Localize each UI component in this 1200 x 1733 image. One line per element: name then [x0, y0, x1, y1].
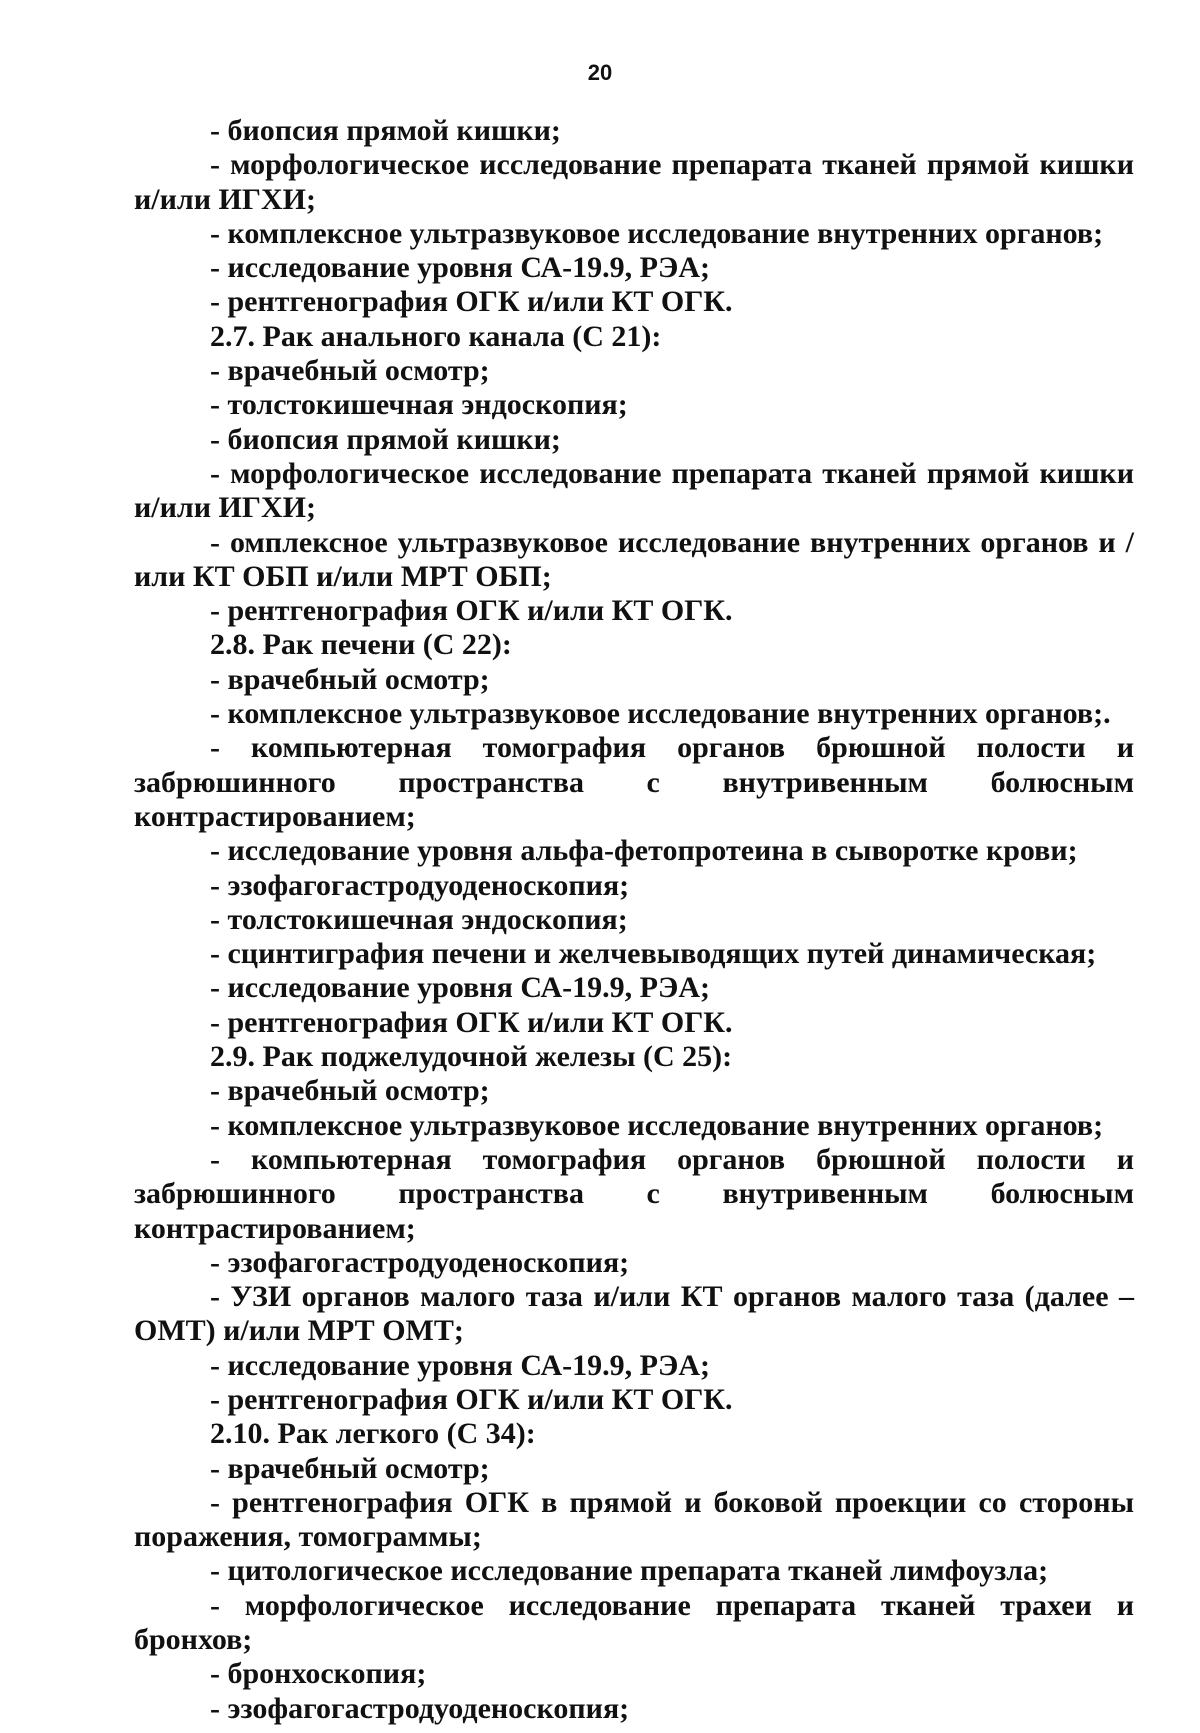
paragraph: - рентгенография ОГК и/или КТ ОГК. — [210, 1005, 733, 1039]
paragraph: - морфологическое исследование препарата тканей трахеи и бронхов; — [134, 1588, 1134, 1657]
document-body — [134, 114, 1134, 1726]
paragraph: - рентгенография ОГК и/или КТ ОГК. — [210, 285, 733, 319]
paragraph: 2.8. Рак печени (С 22): — [210, 628, 512, 662]
paragraph: 2.7. Рак анального канала (С 21): — [210, 319, 662, 353]
paragraph: - рентгенография ОГК и/или КТ ОГК. — [210, 1382, 733, 1416]
paragraph: - УЗИ органов малого таза и/или КТ органов малого таза (далее – ОМТ) и/или МРТ ОМТ; — [134, 1280, 1134, 1348]
paragraph: - бронхоскопия; — [210, 1657, 427, 1691]
paragraph: 2.9. Рак поджелудочной железы (С 25): — [210, 1040, 733, 1074]
paragraph: - врачебный осмотр; — [210, 1074, 490, 1108]
paragraph: - морфологическое исследование препарата тканей прямой кишки и/или ИГХИ; — [134, 148, 1134, 216]
paragraph: - морфологическое исследование препарата тканей прямой кишки и/или ИГХИ; — [134, 456, 1134, 525]
paragraph: - эзофагогастродуоденоскопия; — [210, 1691, 630, 1725]
paragraph: - эзофагогастродуоденоскопия; — [210, 868, 630, 902]
paragraph: - рентгенография ОГК в прямой и боковой проекции со стороны поражения, томограммы; — [134, 1485, 1134, 1554]
paragraph: - исследование уровня СА-19.9, РЭА; — [210, 251, 710, 285]
paragraph: - сцинтиграфия печени и желчевыводящих путей динамическая; — [210, 937, 1097, 971]
paragraph: - врачебный осмотр; — [210, 662, 490, 696]
paragraph: - биопсия прямой кишки; — [210, 422, 561, 456]
page-number: 20 — [587, 60, 613, 85]
paragraph: - комплексное ультразвуковое исследование внутренних органов;. — [210, 697, 1111, 731]
paragraph: - исследование уровня альфа-фетопротеина в сыворотке крови; — [210, 834, 1078, 868]
paragraph: - эзофагогастродуоденоскопия; — [210, 1245, 630, 1279]
paragraph: - исследование уровня СА-19.9, РЭА; — [210, 1348, 710, 1382]
paragraph: - биопсия прямой кишки; — [210, 114, 561, 147]
paragraph: - врачебный осмотр; — [210, 1451, 490, 1485]
paragraph: - врачебный осмотр; — [210, 354, 490, 388]
paragraph: - омплексное ультразвуковое исследование внутренних органов и /или КТ ОБП и/или МРТ ОБП; — [134, 525, 1134, 593]
paragraph: - исследование уровня СА-19.9, РЭА; — [210, 971, 710, 1005]
paragraph: - компьютерная томография органов брюшной полости и забрюшинного пространства с внутривенным болюсным контрастированием; — [134, 731, 1134, 833]
paragraph: - цитологическое исследование препарата тканей лимфоузла; — [210, 1554, 1049, 1588]
paragraph: - толстокишечная эндоскопия; — [210, 388, 628, 422]
paragraph: - комплексное ультразвуковое исследование внутренних органов; — [210, 1108, 1104, 1142]
paragraph: - толстокишечная эндоскопия; — [210, 902, 628, 936]
paragraph: - рентгенография ОГК и/или КТ ОГК. — [210, 594, 733, 628]
paragraph: 2.10. Рак легкого (С 34): — [210, 1417, 536, 1451]
paragraph: - компьютерная томография органов брюшной полости и забрюшинного пространства с внутривенным болюсным контрастированием; — [134, 1142, 1134, 1245]
paragraph: - комплексное ультразвуковое исследование внутренних органов; — [210, 216, 1104, 250]
